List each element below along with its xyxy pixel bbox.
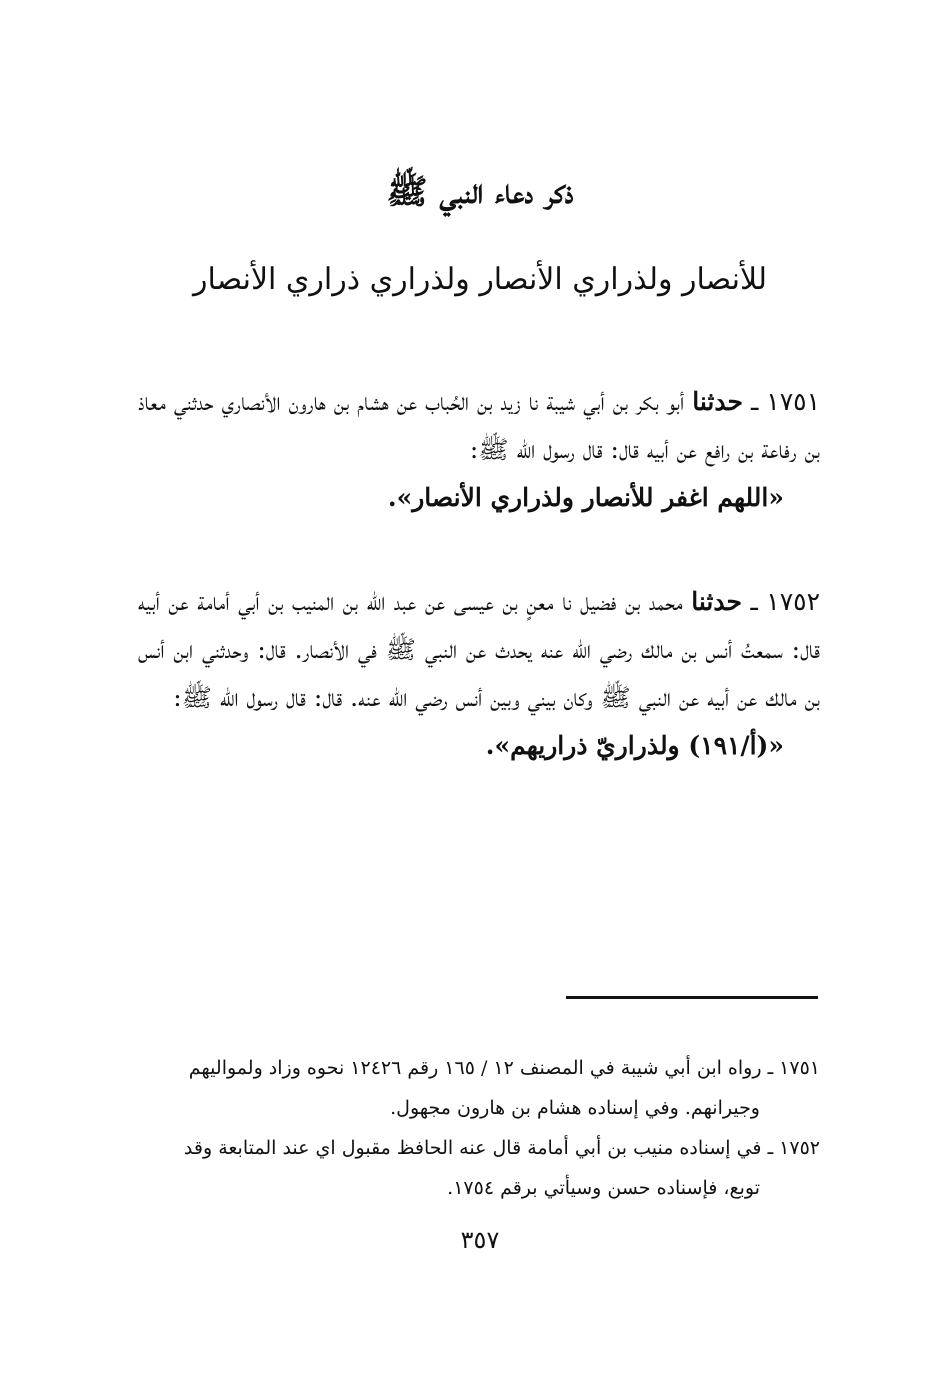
chapter-title: ذكر دعاء النبي ﷺ bbox=[386, 172, 574, 212]
hadith-quote: «اللهم اغفر للأنصار ولذراري الأنصار». bbox=[387, 483, 784, 512]
footnote-1752 bbox=[138, 1128, 820, 1168]
hadith-number: ١٧٥١ ـ bbox=[750, 387, 821, 416]
footnote-1751 bbox=[138, 1048, 820, 1088]
hadith-chain-text: أبو بكر بن أبي شيبة نا زيد بن الحُباب عن هشام بن هارون الأنصاري حدثني معاذ بن رفاعة بن رافع عن أبيه قال: قال رسول الله ﷺ: bbox=[138, 387, 820, 464]
page-number: ٣٥٧ bbox=[460, 1226, 500, 1254]
hadith-1752 bbox=[138, 578, 820, 770]
hadith-opener: حدثنا bbox=[691, 587, 742, 616]
hadith-quote: «(أ/١٩١) ولذراريّ ذراريهم». bbox=[485, 731, 784, 760]
footnotes bbox=[138, 1048, 820, 1208]
footnote-number: ١٧٥٢ ـ bbox=[767, 1137, 820, 1159]
footnote-1752-continuation bbox=[138, 1168, 820, 1208]
footnote-text: في إسناده منيب بن أبي أمامة قال عنه الحافظ مقبول اي عند المتابعة وقد bbox=[183, 1137, 762, 1159]
hadith-1751 bbox=[138, 378, 820, 522]
footnote-number: ١٧٥١ ـ bbox=[767, 1057, 820, 1079]
footnote-continuation: وجيرانهم. وفي إسناده هشام بن هارون مجهول. bbox=[390, 1097, 760, 1119]
footnote-divider bbox=[566, 996, 818, 999]
hadith-opener: حدثنا bbox=[692, 387, 743, 416]
footnote-1751-continuation bbox=[138, 1088, 820, 1128]
footnote-text: رواه ابن أبي شيبة في المصنف ١٢ / ١٦٥ رقم ١٢٤٢٦ نحوه وزاد ولمواليهم bbox=[188, 1057, 762, 1079]
chapter-subtitle: للأنصار ولذراري الأنصار ولذراري ذراري الأنصار bbox=[192, 262, 768, 297]
footnote-continuation: توبع، فإسناده حسن وسيأتي برقم ١٧٥٤. bbox=[447, 1177, 760, 1199]
hadith-chain-text: محمد بن فضيل نا معنٍ بن عيسى عن عبد الله بن المنيب بن أبي أمامة عن أبيه قال: سمعتُ أنس بن مالك رضي الله عنه يحدث عن النبي ﷺ في الأنصار. قال: وحدثني ابن أنس بن مالك عن أبيه عن النبي ﷺ وكان بيني وبين أنس رضي الله عنه. قال: قال رسول الله ﷺ: bbox=[138, 587, 820, 712]
hadith-number: ١٧٥٢ ـ bbox=[750, 587, 820, 616]
